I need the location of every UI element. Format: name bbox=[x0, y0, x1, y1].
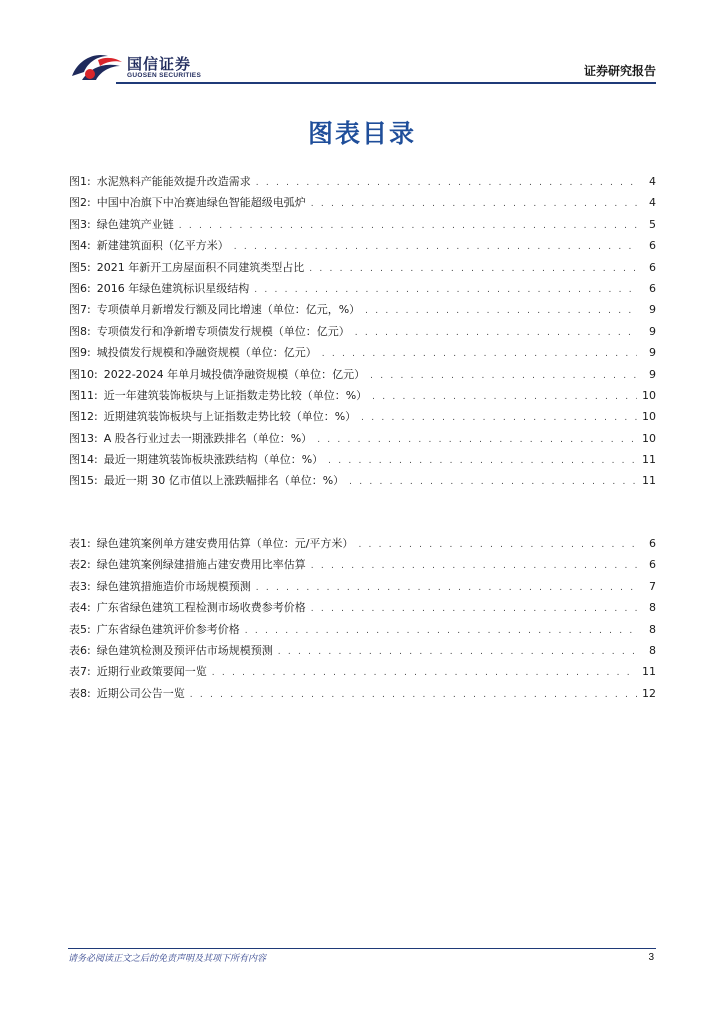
toc-entry-label: 表4: bbox=[69, 601, 91, 615]
toc-entry-page-number: 4 bbox=[649, 196, 656, 210]
figure-toc-entry[interactable] bbox=[69, 171, 656, 192]
toc-entry-page-number: 6 bbox=[649, 239, 656, 253]
figure-list bbox=[69, 171, 656, 492]
toc-entry-page-number: 9 bbox=[649, 367, 656, 381]
page-title: 图表目录 bbox=[307, 119, 416, 148]
dot-leader bbox=[179, 216, 637, 237]
toc-entry-label: 图13: bbox=[69, 431, 98, 445]
dot-leader bbox=[311, 194, 637, 215]
toc-entry-page-number: 6 bbox=[649, 537, 656, 550]
toc-entry-title: 2016 年绿色建筑标识星级结构 bbox=[96, 281, 250, 295]
toc-entry-title: 新建建筑面积（亿平方米） bbox=[96, 239, 229, 253]
toc-entry-title: 绿色建筑产业链 bbox=[96, 217, 174, 231]
figure-toc-entry[interactable] bbox=[69, 364, 656, 385]
toc-entry-title: 中国中冶旗下中冶赛迪绿色智能超级电弧炉 bbox=[96, 196, 306, 210]
page-header bbox=[68, 50, 656, 86]
dot-leader bbox=[372, 387, 637, 408]
toc-entry-page-number: 8 bbox=[649, 622, 656, 636]
toc-entry-label: 图12: bbox=[69, 410, 98, 424]
dot-leader bbox=[365, 301, 637, 322]
toc-entry-title: 2022-2024 年单月城投债净融资规模（单位：亿元） bbox=[103, 367, 366, 381]
figure-toc-entry[interactable] bbox=[69, 214, 656, 235]
footer-divider bbox=[68, 948, 656, 949]
table-toc-entry[interactable] bbox=[69, 661, 656, 682]
dot-leader bbox=[309, 259, 637, 280]
toc-entry-label: 图9: bbox=[69, 346, 91, 360]
toc-entry-title: 近期公司公告一览 bbox=[96, 686, 185, 700]
toc-entry-label: 图7: bbox=[69, 303, 91, 317]
toc-entry-page-number: 11 bbox=[642, 474, 656, 488]
toc-entry-page-number: 10 bbox=[642, 388, 656, 402]
figure-toc-entry[interactable] bbox=[69, 406, 656, 427]
toc-entry-title: 绿色建筑措施造价市场规模预测 bbox=[96, 579, 251, 593]
figure-toc-entry[interactable] bbox=[69, 192, 656, 213]
toc-entry-label: 图10: bbox=[69, 367, 98, 381]
table-toc-entry[interactable] bbox=[69, 683, 656, 704]
toc-entry-label: 表1: bbox=[69, 537, 91, 550]
table-toc-entry[interactable] bbox=[69, 554, 656, 575]
dot-leader bbox=[190, 685, 637, 706]
toc-entry-title: 最近一期 30 亿市值以上涨跌幅排名（单位：%） bbox=[103, 474, 345, 488]
company-logo bbox=[68, 50, 218, 84]
toc-entry-title: 专项债单月新增发行额及同比增速（单位：亿元，%） bbox=[96, 303, 361, 317]
toc-entry-label: 图8: bbox=[69, 324, 91, 338]
toc-entry-title: 近期建筑装饰板块与上证指数走势比较（单位：%） bbox=[103, 410, 357, 424]
dot-leader bbox=[234, 237, 637, 258]
dot-leader bbox=[256, 173, 637, 194]
toc-entry-title: 专项债发行和净新增专项债发行规模（单位：亿元） bbox=[96, 324, 350, 338]
toc-entry-title: 近期行业政策要闻一览 bbox=[96, 665, 207, 679]
table-toc-entry[interactable] bbox=[69, 640, 656, 661]
page-number: 3 bbox=[648, 952, 654, 963]
toc-entry-title: 绿色建筑检测及预评估市场规模预测 bbox=[96, 643, 273, 657]
table-toc-entry[interactable] bbox=[69, 597, 656, 618]
dot-leader bbox=[349, 472, 637, 493]
dot-leader bbox=[317, 430, 637, 451]
figure-toc-entry[interactable] bbox=[69, 342, 656, 363]
toc-entry-title: 水泥熟料产能能效提升改造需求 bbox=[96, 175, 251, 188]
toc-entry-page-number: 9 bbox=[649, 346, 656, 360]
dot-leader bbox=[311, 599, 637, 620]
toc-entry-label: 图14: bbox=[69, 453, 98, 467]
toc-entry-label: 表7: bbox=[69, 665, 91, 679]
toc-entry-title: 城投债发行规模和净融资规模（单位：亿元） bbox=[96, 346, 317, 360]
toc-entry-page-number: 11 bbox=[642, 453, 656, 467]
logo-chinese-name: 国信证券 bbox=[127, 55, 192, 73]
dot-leader bbox=[358, 535, 637, 556]
toc-entry-page-number: 12 bbox=[642, 686, 656, 700]
toc-entry-page-number: 10 bbox=[642, 410, 656, 424]
toc-entry-page-number: 7 bbox=[649, 579, 656, 593]
toc-entry-page-number: 6 bbox=[649, 558, 656, 572]
table-toc-entry[interactable] bbox=[69, 576, 656, 597]
toc-entry-title: A 股各行业过去一期涨跌排名（单位：%） bbox=[103, 431, 313, 445]
toc-entry-label: 图15: bbox=[69, 474, 98, 488]
guosen-logo-mark bbox=[68, 50, 124, 84]
toc-entry-title: 绿色建筑案例单方建安费用估算（单位：元/平方米） bbox=[96, 537, 354, 550]
logo-english-name: GUOSEN SECURITIES bbox=[127, 72, 202, 79]
dot-leader bbox=[212, 663, 637, 684]
figure-toc-entry[interactable] bbox=[69, 385, 656, 406]
figure-toc-entry[interactable] bbox=[69, 428, 656, 449]
toc-entry-title: 广东省绿色建筑评价参考价格 bbox=[96, 622, 240, 636]
table-list bbox=[69, 533, 656, 704]
report-type-label: 证券研究报告 bbox=[583, 64, 656, 78]
table-toc-entry[interactable] bbox=[69, 619, 656, 640]
toc-entry-label: 图3: bbox=[69, 217, 91, 231]
dot-leader bbox=[361, 408, 637, 429]
figure-toc-entry[interactable] bbox=[69, 321, 656, 342]
toc-entry-label: 表5: bbox=[69, 622, 91, 636]
toc-entry-label: 表3: bbox=[69, 579, 91, 593]
figure-toc-entry[interactable] bbox=[69, 470, 656, 491]
toc-entry-page-number: 5 bbox=[649, 217, 656, 231]
toc-entry-label: 表6: bbox=[69, 643, 91, 657]
figure-toc-entry[interactable] bbox=[69, 449, 656, 470]
toc-entry-label: 图4: bbox=[69, 239, 91, 253]
toc-entry-title: 绿色建筑案例绿建措施占建安费用比率估算 bbox=[96, 558, 306, 572]
table-toc-entry[interactable] bbox=[69, 533, 656, 554]
figure-toc-entry[interactable] bbox=[69, 278, 656, 299]
toc-entry-title: 广东省绿色建筑工程检测市场收费参考价格 bbox=[96, 601, 306, 615]
toc-entry-page-number: 11 bbox=[642, 665, 656, 679]
dot-leader bbox=[370, 366, 637, 387]
footer-disclaimer: 请务必阅读正文之后的免责声明及其项下所有内容 bbox=[68, 954, 267, 964]
dot-leader bbox=[328, 451, 637, 472]
toc-entry-label: 表2: bbox=[69, 558, 91, 572]
toc-entry-title: 2021 年新开工房屋面积不同建筑类型占比 bbox=[96, 260, 305, 274]
toc-entry-label: 表8: bbox=[69, 686, 91, 700]
toc-entry-page-number: 6 bbox=[649, 260, 656, 274]
toc-entry-page-number: 9 bbox=[649, 324, 656, 338]
toc-entry-label: 图1: bbox=[69, 175, 91, 188]
toc-entry-page-number: 8 bbox=[649, 643, 656, 657]
header-divider bbox=[116, 82, 656, 84]
toc-entry-title: 最近一期建筑装饰板块涨跌结构（单位：%） bbox=[103, 453, 324, 467]
dot-leader bbox=[355, 323, 637, 344]
toc-entry-label: 图11: bbox=[69, 388, 98, 402]
toc-entry-page-number: 8 bbox=[649, 601, 656, 615]
toc-entry-page-number: 10 bbox=[642, 431, 656, 445]
toc-entry-label: 图2: bbox=[69, 196, 91, 210]
figure-toc-entry[interactable] bbox=[69, 257, 656, 278]
dot-leader bbox=[278, 642, 637, 663]
dot-leader bbox=[254, 280, 637, 301]
toc-entry-page-number: 6 bbox=[649, 281, 656, 295]
toc-entry-page-number: 9 bbox=[649, 303, 656, 317]
toc-entry-label: 图6: bbox=[69, 281, 91, 295]
toc-entry-label: 图5: bbox=[69, 260, 91, 274]
dot-leader bbox=[245, 621, 637, 642]
dot-leader bbox=[311, 556, 637, 577]
toc-entry-title: 近一年建筑装饰板块与上证指数走势比较（单位：%） bbox=[103, 388, 368, 402]
toc-entry-page-number: 4 bbox=[649, 175, 656, 188]
figure-toc-entry[interactable] bbox=[69, 235, 656, 256]
dot-leader bbox=[322, 344, 637, 365]
dot-leader bbox=[256, 578, 637, 599]
figure-toc-entry[interactable] bbox=[69, 299, 656, 320]
